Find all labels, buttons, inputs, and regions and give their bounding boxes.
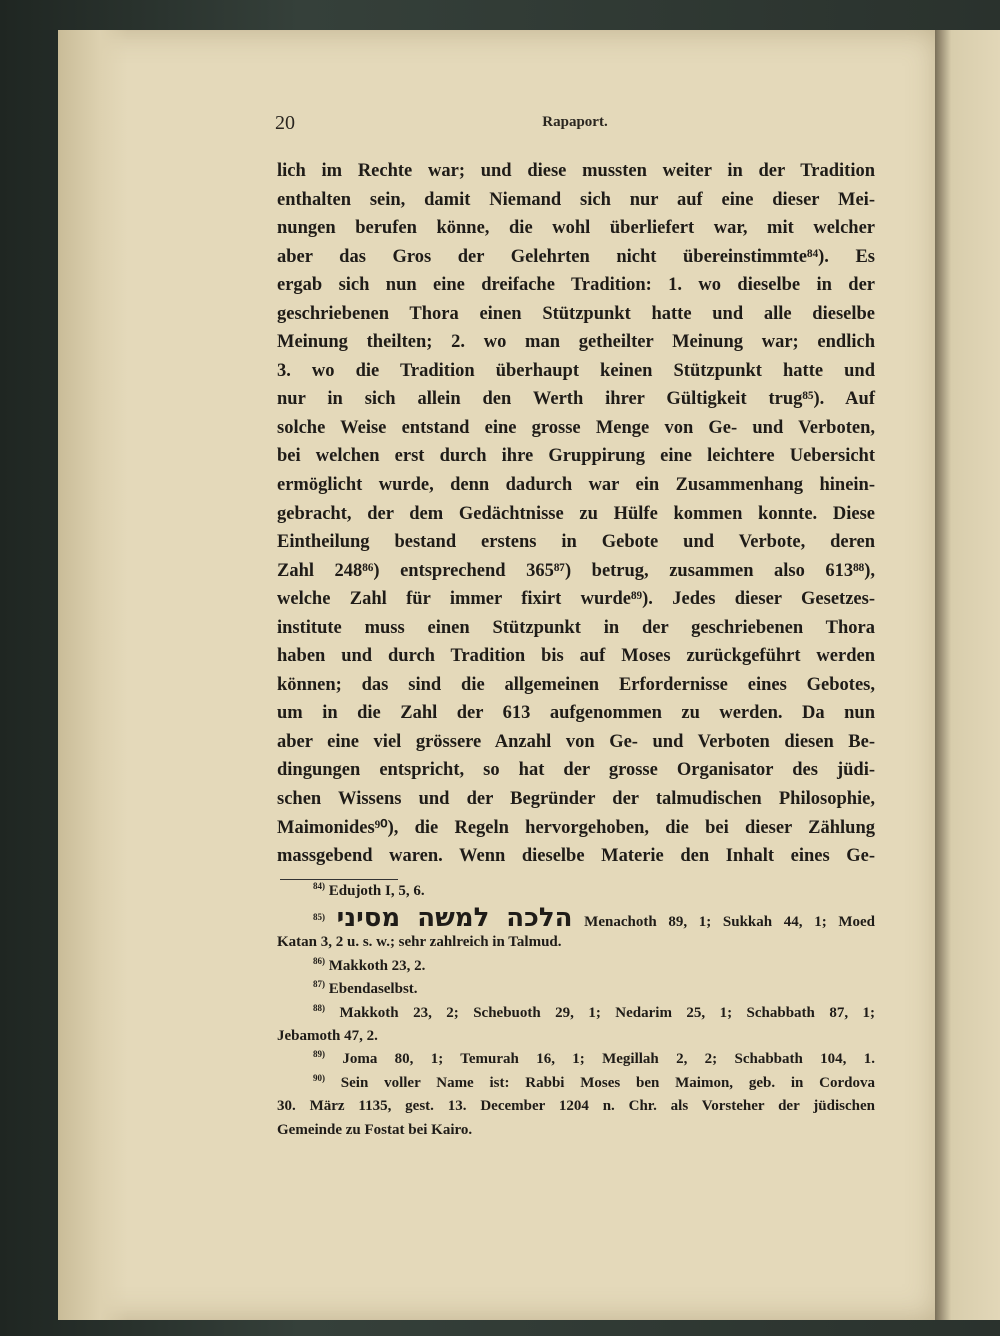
footnote-84: $^{84)}$ Edujoth I, 5, 6.	[313, 881, 425, 899]
body-line: dingungen entspricht, so hat der grosse Organisator des jüdi-	[277, 760, 875, 781]
body-line: aber eine viel grössere Anzahl von Ge- und Verboten diesen Be-	[277, 731, 875, 752]
body-line: enthalten sein, damit Niemand sich nur auf eine dieser Mei-	[277, 189, 875, 210]
body-line: bei welchen erst durch ihre Gruppirung eine leichtere Uebersicht	[277, 446, 875, 467]
body-line: institute muss einen Stützpunkt in der geschriebenen Thora	[277, 617, 875, 638]
page-header	[275, 112, 875, 142]
footnote-90: $^{90)}$ Sein voller Name ist: Rabbi Moses ben Maimon, geb. in Cordova	[313, 1072, 875, 1091]
body-line: haben und durch Tradition bis auf Moses zurückgeführt werden	[277, 646, 875, 667]
body-line: gebracht, der dem Gedächtnisse zu Hülfe kommen konnte. Diese	[277, 503, 875, 524]
body-line: um in die Zahl der 613 aufgenommen zu werden. Da nun	[277, 703, 875, 724]
footnote-90-cont: 30. März 1135, gest. 13. December 1204 n. Chr. als Vorsteher der jüdischen	[277, 1098, 875, 1115]
footnote-87: $^{87)}$ Ebendaselbst.	[313, 979, 418, 998]
footnote-88: $^{88)}$ Makkoth 23, 2; Schebuoth 29, 1; Nedarim 25, 1; Schabbath 87, 1;	[313, 1002, 876, 1021]
hebrew-text: הלכה למשה מסיני	[336, 903, 573, 934]
body-line: ergab sich nun eine dreifache Tradition: 1. wo dieselbe in der	[277, 275, 875, 296]
footnote-90-cont2: Gemeinde zu Fostat bei Kairo.	[277, 1121, 473, 1138]
body-line: geschriebenen Thora einen Stützpunkt hatte und alle dieselbe	[277, 303, 875, 324]
body-text	[277, 157, 875, 871]
body-line: solche Weise entstand eine grosse Menge von Ge- und Verboten,	[277, 417, 875, 438]
footnote-85: $^{85)}$ הלכה למשה מסיני Menachoth 89, 1; Sukkah 44, 1; Moed	[313, 903, 876, 934]
body-line: lich im Rechte war; und diese mussten weiter in der Tradition	[277, 161, 875, 181]
body-line: 3. wo die Tradition überhaupt keinen Stützpunkt hatte und	[277, 360, 875, 381]
footnote-88-cont: Jebamoth 47, 2.	[277, 1028, 378, 1045]
body-line: Meinung theilten; 2. wo man getheilter Meinung war; endlich	[277, 332, 875, 353]
body-line: schen Wissens und der Begründer der talmudischen Philosophie,	[277, 789, 875, 810]
body-line: nur in sich allein den Werth ihrer Gültigkeit trug⁸⁵). Auf	[277, 389, 875, 410]
page-gutter	[58, 30, 128, 1320]
running-head: Rapaport.	[542, 114, 608, 130]
body-line: können; das sind die allgemeinen Erfordernisse eines Gebotes,	[277, 674, 875, 695]
body-line: Eintheilung bestand erstens in Gebote und Verbote, deren	[277, 532, 875, 553]
footnote-85-cont: Katan 3, 2 u. s. w.; sehr zahlreich in Talmud.	[277, 934, 562, 951]
body-line: aber das Gros der Gelehrten nicht übereinstimmte⁸⁴). Es	[277, 246, 875, 267]
body-line: Maimonides⁹⁰), die Regeln hervorgehoben, die bei dieser Zählung	[277, 817, 875, 838]
footnote-89: $^{89)}$ Joma 80, 1; Temurah 16, 1; Megillah 2, 2; Schabbath 104, 1.	[313, 1049, 876, 1068]
footnote-86: $^{86)}$ Makkoth 23, 2.	[313, 955, 426, 974]
body-line: welche Zahl für immer fixirt wurde⁸⁹). Jedes dieser Gesetzes-	[277, 589, 875, 610]
page-number: 20	[275, 112, 295, 134]
footnotes	[277, 880, 875, 1142]
facing-page-edge	[935, 30, 1000, 1320]
body-line: massgebend waren. Wenn dieselbe Materie den Inhalt eines Ge-	[277, 846, 875, 867]
body-line: Zahl 248⁸⁶) entsprechend 365⁸⁷) betrug, zusammen also 613⁸⁸),	[277, 560, 875, 581]
body-line: nungen berufen könne, die wohl überliefert war, mit welcher	[277, 218, 875, 239]
body-line: ermöglicht wurde, denn dadurch war ein Zusammenhang hinein-	[277, 475, 875, 496]
